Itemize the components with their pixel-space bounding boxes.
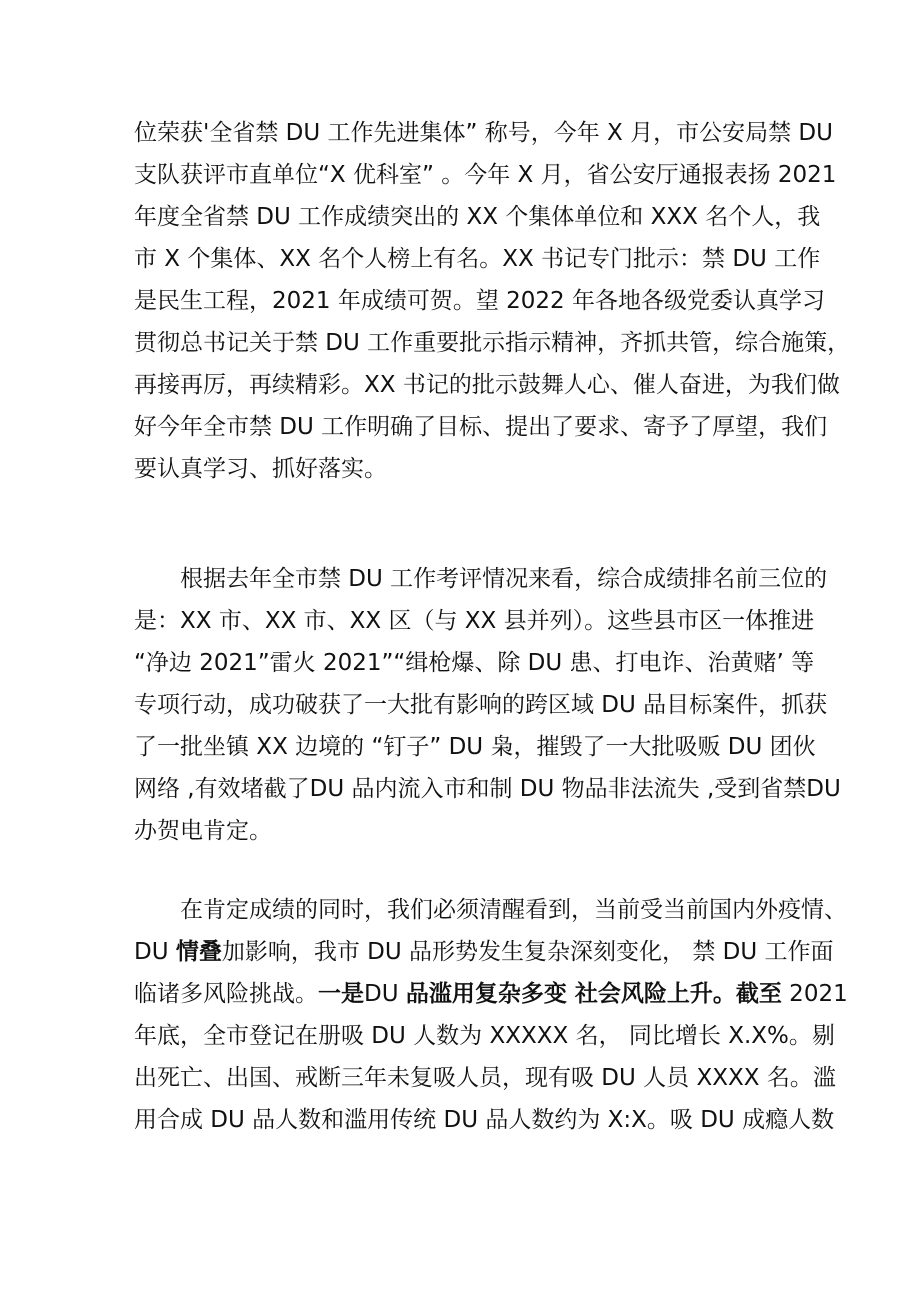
text-line [134, 1015, 835, 1057]
text-line [134, 1099, 835, 1141]
text-segment: 了一批坐镇 XX 边境的 “钉子” DU 枭，摧毁了一大批吸贩 DU 团伙 [134, 734, 816, 760]
text-segment: 出死亡、出国、戒断三年未复吸人员，现有吸 DU 人员 XXXX 名。滥 [134, 1065, 836, 1091]
text-segment: 年底，全市登记在册吸 DU 人数为 XXXXX 名， 同比增长 X.X%。剔 [134, 1023, 835, 1049]
text-segment: 好今年全市禁 DU 工作明确了目标、提出了要求、寄予了厚望，我们 [134, 414, 828, 440]
text-segment: 是民生工程，2021 年成绩可贺。望 2022 年各地各级党委认真学习 [134, 288, 825, 314]
paragraph-2 [134, 558, 841, 852]
text-line [134, 364, 840, 406]
text-segment: 网络 ,有效堵截了DU 品内流入市和制 DU 物品非法流失 ,受到省禁DU [134, 776, 841, 802]
text-line [134, 1057, 836, 1099]
text-segment: 2021 [781, 981, 848, 1007]
text-segment: DU [134, 939, 176, 965]
text-line [134, 406, 828, 448]
text-line [134, 112, 833, 154]
text-line [134, 558, 828, 600]
text-segment: DU [364, 981, 406, 1007]
text-line [134, 600, 814, 642]
text-line [134, 684, 828, 726]
paragraph-3 [134, 889, 848, 1141]
text-line [134, 726, 814, 768]
text-segment: 贯彻总书记关于禁 DU 工作重要批示指示精神，齐抓共管，综合施策， [134, 330, 851, 356]
paragraph-1 [134, 112, 851, 490]
text-line [134, 238, 821, 280]
text-segment: “净边 2021”雷火 2021”“缉枪爆、除 DU 患、打电诈、治黄赌’ 等 [134, 650, 815, 676]
text-segment: 支队获评市直单位“X 优科室” 。今年 X 月，省公安厅通报表扬 2021 [134, 162, 837, 188]
text-line [134, 642, 814, 684]
text-segment: 临诸多风险挑战。 [134, 981, 318, 1007]
text-segment: 要认真学习、抓好落实。 [134, 456, 387, 482]
text-line [134, 810, 814, 852]
text-line [134, 931, 834, 973]
text-line [134, 154, 837, 196]
bold-text-segment: 情叠 [175, 939, 222, 965]
text-line [134, 322, 851, 364]
text-segment: 用合成 DU 品人数和滥用传统 DU 品人数约为 X:X。吸 DU 成瘾人数 [134, 1107, 835, 1133]
text-segment: 年度全省禁 DU 工作成绩突出的 XX 个集体单位和 XXX 名个人，我 [134, 204, 821, 230]
text-segment: 是：XX 市、XX 市、XX 区（与 XX 县并列）。这些县市区一体推进 [134, 608, 815, 634]
text-segment: 位荣获'全省禁 DU 工作先进集体” 称号，今年 X 月，市公安局禁 DU [134, 120, 833, 146]
text-line [134, 280, 825, 322]
bold-text-segment: 一是 [318, 981, 364, 1007]
text-line [134, 448, 814, 490]
bold-text-segment: 品滥用复杂多变 社会风险上升。截至 [405, 981, 782, 1007]
text-line [134, 768, 841, 810]
text-segment: 办贺电肯定。 [134, 818, 272, 844]
text-segment: 在肯定成绩的同时，我们必须清醒看到，当前受当前国内外疫情、 [180, 897, 847, 923]
text-segment: 根据去年全市禁 DU 工作考评情况来看，综合成绩排名前三位的 [180, 566, 828, 592]
text-segment: 专项行动，成功破获了一大批有影响的跨区域 DU 品目标案件，抓获 [134, 692, 828, 718]
text-segment: 加影响，我市 DU 品形势发生复杂深刻变化， 禁 DU 工作面 [221, 939, 834, 965]
text-line [134, 973, 848, 1015]
text-segment: 再接再厉，再续精彩。XX 书记的批示鼓舞人心、催人奋进，为我们做 [134, 372, 840, 398]
text-segment: 市 X 个集体、XX 名个人榜上有名。XX 书记专门批示：禁 DU 工作 [134, 246, 821, 272]
text-line [134, 196, 821, 238]
text-line [134, 889, 847, 931]
